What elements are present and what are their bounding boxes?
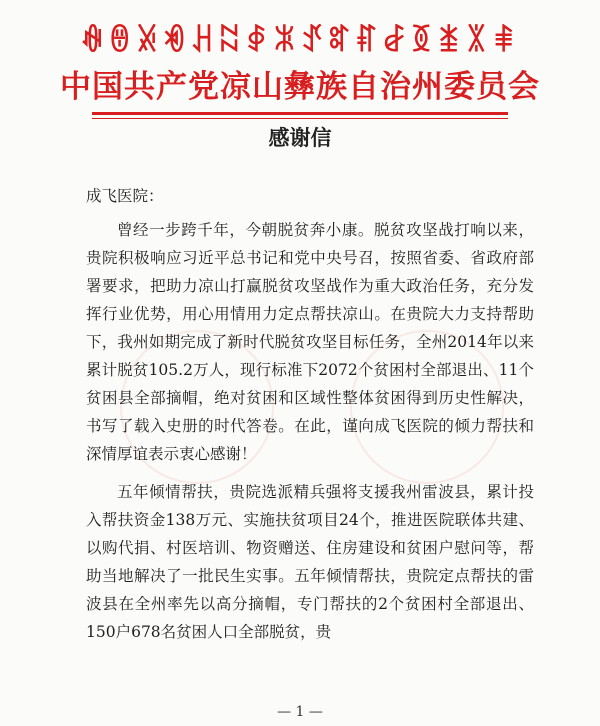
letter-title: 感谢信 bbox=[268, 125, 332, 150]
paragraph-2: 五年倾情帮扶，贵院选派精兵强将支援我州雷波县，累计投入帮扶资金138万元、实施扶贫项目24个，推进医院联体共建、以购代捐、村医培训、物资赠送、住房建设和贫困户慰问等，帮助当地解决了一批民生实事。五年倾情帮扶，贵院定点帮扶的雷波县在全州率先以高分摘帽，专门帮扶的2个贫困村全部退出、150户678名贫困人口全部脱贫，贵 bbox=[86, 483, 534, 641]
organization-name: 中国共产党凉山彝族自治州委员会 bbox=[60, 69, 540, 105]
letter-body bbox=[86, 182, 534, 656]
header-rule-thin bbox=[92, 118, 508, 119]
salutation: 成飞医院： bbox=[86, 187, 164, 205]
paragraph-1: 曾经一步跨千年，今朝脱贫奔小康。脱贫攻坚战打响以来，贵院积极响应习近平总书记和党中央号召，按照省委、省政府部署要求，把助力凉山打赢脱贫攻坚战作为重大政治任务，充分发挥行业优势，用心用情用力定点帮扶凉山。在贵院大力支持帮助下，我州如期完成了新时代脱贫攻坚目标任务，全州2014年以来累计脱贫105.2万人，现行标准下2072个贫困村全部退出、11个贫困县全部摘帽，绝对贫困和区域性整体贫困得到历史性解决，书写了载入史册的时代答卷。在此，谨向成飞医院的倾力帮扶和深情厚谊表示衷心感谢！ bbox=[86, 221, 534, 463]
yi-script-header: ꊿꇩꊉꏓꃅꉆꇉꍝꀋꎡꐥꆀꅉꁧꇓꑌ bbox=[80, 24, 520, 59]
page-number: — 1 — bbox=[277, 704, 323, 720]
header-rule-thick bbox=[92, 112, 508, 115]
